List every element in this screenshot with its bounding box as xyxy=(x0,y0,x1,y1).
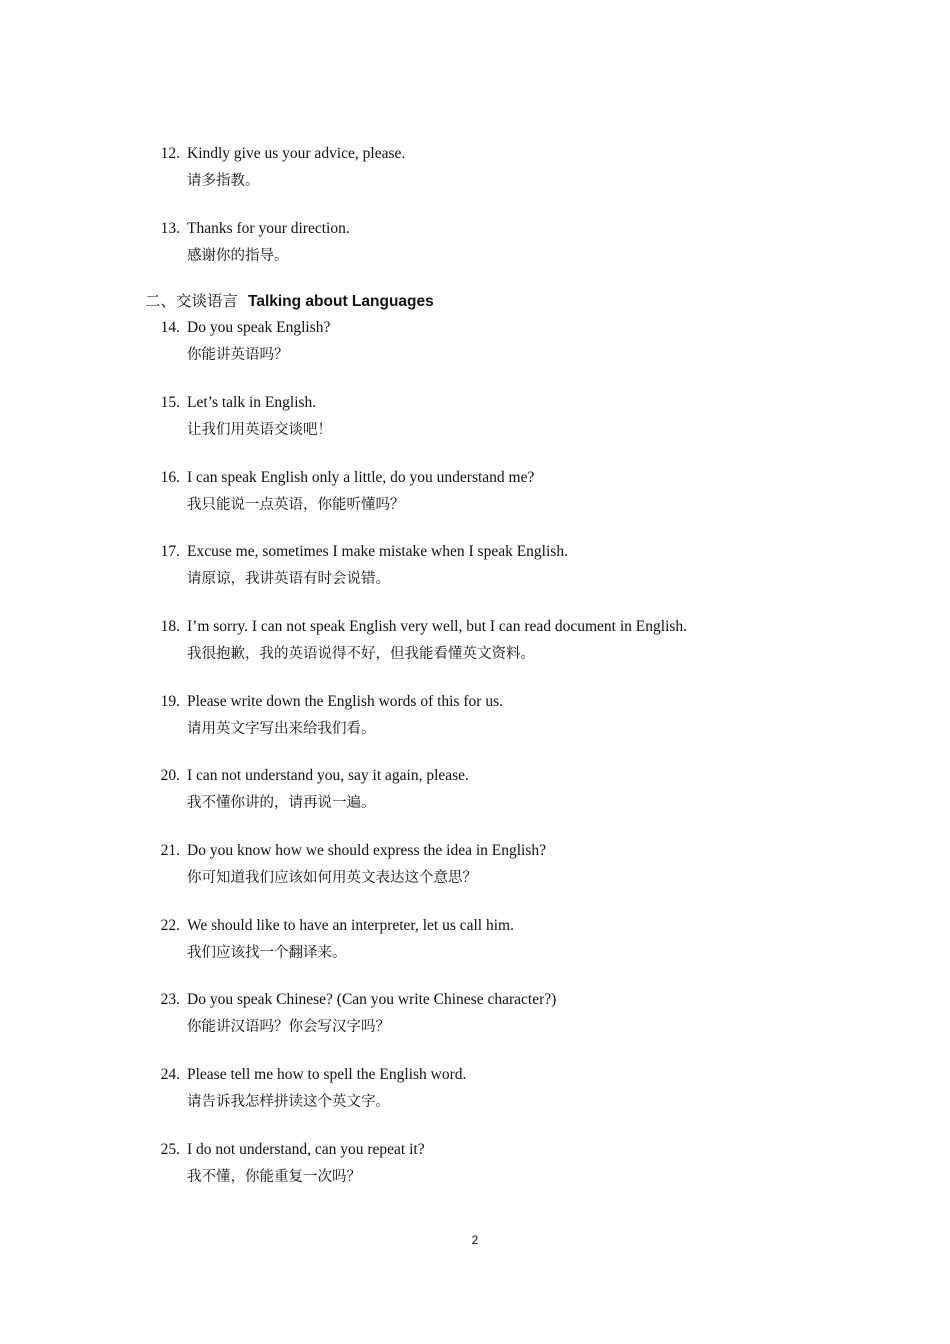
chinese-translation: 我不懂，你能重复一次吗？ xyxy=(187,1169,361,1185)
english-sentence: I can speak English only a little, do you understand me? xyxy=(187,469,535,486)
item-number: 14. xyxy=(160,319,180,336)
item-number: 19. xyxy=(160,693,180,710)
english-sentence: Thanks for your direction. xyxy=(187,220,350,237)
english-sentence: Do you speak Chinese? (Can you write Chinese character?) xyxy=(187,991,557,1008)
item-number: 17. xyxy=(160,543,180,560)
english-sentence: Do you know how we should express the idea in English? xyxy=(187,842,547,859)
item-number: 15. xyxy=(160,394,180,411)
section-heading xyxy=(145,289,434,311)
english-sentence: We should like to have an interpreter, let us call him. xyxy=(187,917,514,934)
english-sentence: I do not understand, can you repeat it? xyxy=(187,1141,425,1158)
item-number: 22. xyxy=(160,917,180,934)
chinese-translation: 我们应该找一个翻译来。 xyxy=(187,945,347,961)
chinese-translation: 你能讲英语吗？ xyxy=(187,347,289,363)
item-number: 18. xyxy=(160,618,180,635)
item-number: 12. xyxy=(160,145,180,162)
item-number: 24. xyxy=(160,1066,180,1083)
item-number: 20. xyxy=(160,767,180,784)
chinese-translation: 你能讲汉语吗？你会写汉字吗？ xyxy=(187,1019,390,1035)
chinese-translation: 你可知道我们应该如何用英文表达这个意思？ xyxy=(187,870,477,886)
english-sentence: I’m sorry. I can not speak English very well, but I can read document in English. xyxy=(187,618,688,635)
chinese-translation: 我只能说一点英语，你能听懂吗？ xyxy=(187,497,405,513)
chinese-translation: 我很抱歉，我的英语说得不好，但我能看懂英文资料。 xyxy=(187,646,535,662)
item-number: 21. xyxy=(160,842,180,859)
english-sentence: I can not understand you, say it again, please. xyxy=(187,767,469,784)
english-sentence: Please tell me how to spell the English word. xyxy=(187,1066,467,1083)
chinese-translation: 请原谅，我讲英语有时会说错。 xyxy=(187,571,390,587)
item-number: 23. xyxy=(160,991,180,1008)
item-number: 25. xyxy=(160,1141,180,1158)
chinese-translation: 请用英文字写出来给我们看。 xyxy=(187,721,376,737)
chinese-translation: 让我们用英语交谈吧！ xyxy=(187,422,332,438)
chinese-translation: 请多指教。 xyxy=(187,173,260,189)
english-sentence: Let’s talk in English. xyxy=(187,394,317,411)
english-sentence: Do you speak English? xyxy=(187,319,331,336)
chinese-translation: 感谢你的指导。 xyxy=(187,248,289,264)
chinese-translation: 请告诉我怎样拼读这个英文字。 xyxy=(187,1094,390,1110)
item-number: 13. xyxy=(160,220,180,237)
page-number: 2 xyxy=(471,1233,479,1247)
english-sentence: Please write down the English words of this for us. xyxy=(187,693,503,710)
chinese-translation: 我不懂你讲的，请再说一遍。 xyxy=(187,795,376,811)
item-number: 16. xyxy=(160,469,180,486)
english-sentence: Excuse me, sometimes I make mistake when I speak English. xyxy=(187,543,568,560)
section-heading-chinese: 二、交谈语言 xyxy=(145,292,239,310)
english-sentence: Kindly give us your advice, please. xyxy=(187,145,406,162)
section-heading-english: Talking about Languages xyxy=(248,293,434,310)
